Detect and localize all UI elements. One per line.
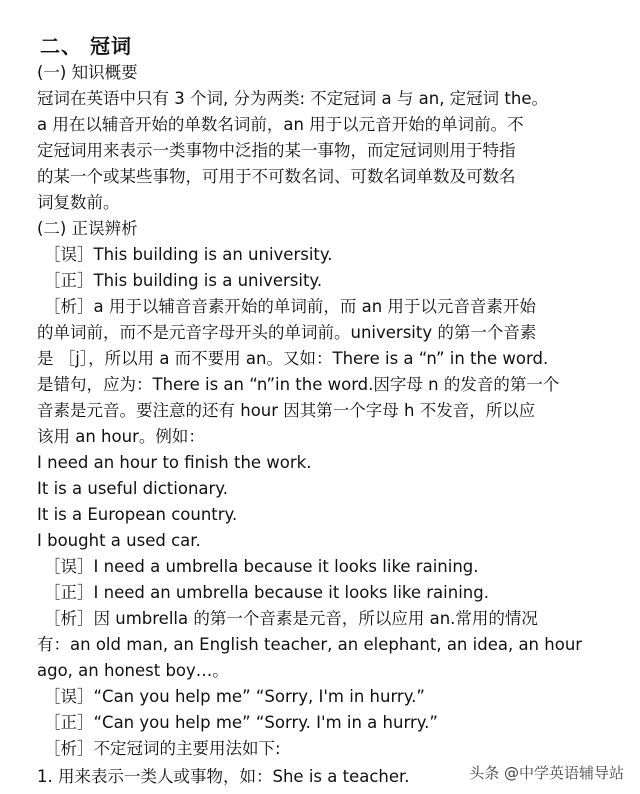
text-line: 的某一个或某些事物，可用于不可数名词、可数名词单数及可数名 [37, 167, 516, 186]
text-line: 定冠词用来表示一类事物中泛指的某一事物，而定冠词则用于特指 [37, 141, 516, 160]
correct-example: ［正］I need an umbrella because it looks like raining. [44, 583, 489, 602]
text-line: ago, an honest boy…。 [37, 661, 229, 680]
watermark: 头条 @中学英语辅导站 [469, 764, 624, 782]
correct-example: ［正］This building is a university. [44, 271, 323, 290]
text-line: 该用 an hour。例如： [37, 427, 205, 446]
example-sentence: I bought a used car. [37, 531, 201, 550]
wrong-example: ［误］I need a umbrella because it looks like raining. [44, 557, 479, 576]
example-sentence: It is a useful dictionary. [37, 479, 228, 498]
example-sentence: It is a European country. [37, 505, 238, 524]
correct-example: ［正］“Can you help me” “Sorry. I'm in a hurry.” [44, 713, 438, 732]
subsection-title: (一) 知识概要 [37, 63, 138, 82]
text-line: 是错句，应为：There is an “n”in the word.因字母 n 的发音的第一个 [37, 375, 560, 394]
analysis-line: ［析］因 umbrella 的第一个音素是元音，所以应用 an.常用的情况 [44, 609, 538, 628]
analysis-line: ［析］a 用于以辅音音素开始的单词前，而 an 用于以元音音素开始 [44, 297, 536, 316]
text-line: 的单词前，而不是元音字母开头的单词前。university 的第一个音素 [37, 323, 537, 342]
subsection-title: (二) 正误辨析 [37, 219, 138, 238]
usage-item: 1. 用来表示一类人或事物，如：She is a teacher. [37, 767, 410, 786]
text-line: 冠词在英语中只有 3 个词, 分为两类: 不定冠词 a 与 an, 定冠词 the。 [37, 89, 549, 108]
text-line: 词复数前。 [37, 193, 120, 212]
example-sentence: I need an hour to finish the work. [37, 453, 312, 472]
text-line: 是 ［j］，所以用 a 而不要用 an。又如：There is a “n” in the word. [37, 349, 549, 368]
section-heading: 二、 冠词 [40, 34, 132, 58]
text-line: a 用在以辅音开始的单数名词前，an 用于以元音开始的单词前。不 [37, 115, 524, 134]
text-line: 有：an old man, an English teacher, an elephant, an idea, an hour [37, 635, 583, 654]
wrong-example: ［误］“Can you help me” “Sorry, I'm in hurry.” [44, 687, 425, 706]
wrong-example: ［误］This building is an university. [44, 245, 333, 264]
analysis-line: ［析］不定冠词的主要用法如下: [44, 739, 281, 758]
text-line: 音素是元音。要注意的还有 hour 因其第一个字母 h 不发音，所以应 [37, 401, 536, 420]
